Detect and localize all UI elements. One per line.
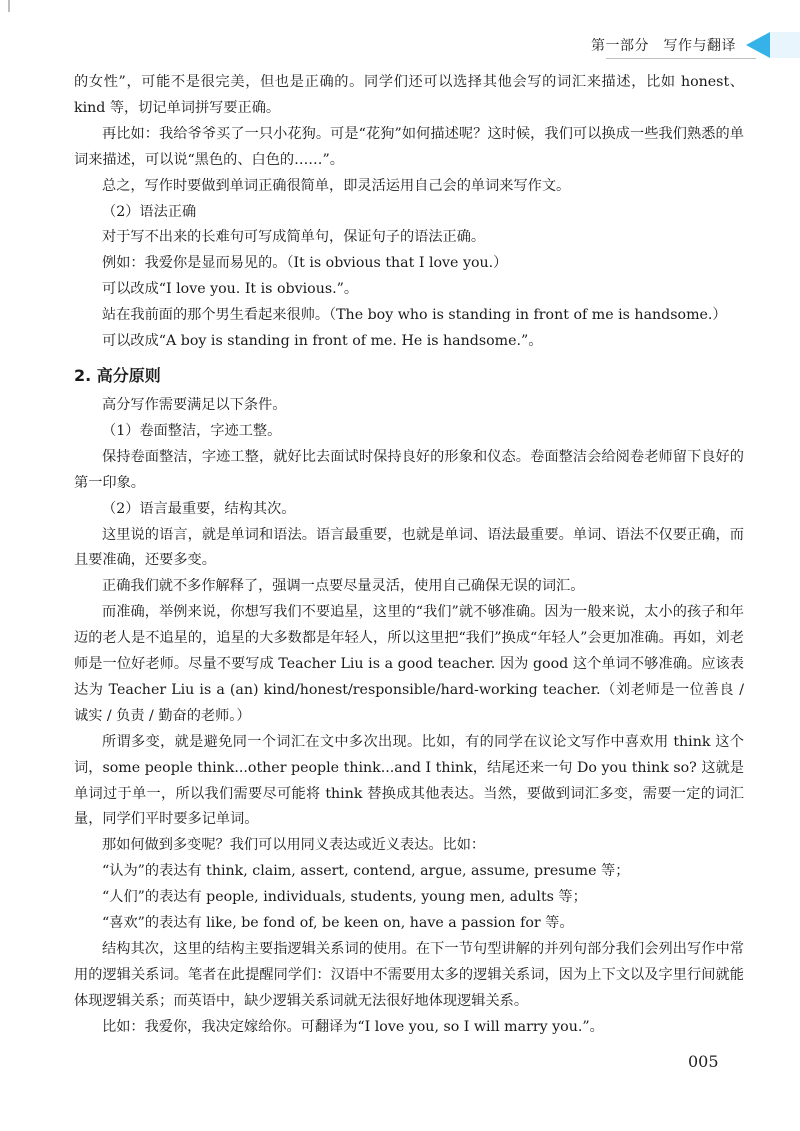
paragraph: 结构其次，这里的结构主要指逻辑关系词的使用。在下一节句型讲解的并列句部分我们会列出写作中常用的逻辑关系词。笔者在此提醒同学们：汉语中不需要用太多的逻辑关系词，因为上下文以及字里行间就能体现逻辑关系；而英语中，缺少逻辑关系词就无法很好地体现逻辑关系。	[74, 941, 744, 1009]
section-title: 第一部分 写作与翻译	[591, 38, 736, 54]
triangle-marker-icon	[746, 32, 770, 58]
crop-mark	[8, 0, 10, 12]
header-rule	[606, 58, 756, 59]
example-line: “认为”的表达有 think, claim, assert, contend, argue, assume, presume 等；	[102, 863, 630, 880]
page-body	[74, 70, 744, 1041]
paragraph: 比如：我爱你，我决定嫁给你。可翻译为“I love you, so I will marry you.”。	[102, 1018, 604, 1035]
example-line: 例如：我爱你是显而易见的。（It is obvious that I love you.）	[102, 255, 508, 272]
subheading: （1）卷面整洁，字迹工整。	[102, 422, 282, 439]
paragraph: 而准确，举例来说，你想写我们不要追星，这里的“我们”就不够准确。因为一般来说，太小的孩子和年迈的老人是不追星的，追星的大多数都是年轻人，所以这里把“我们”换成“年轻人”会更加准确。再如，刘老师是一位好老师。尽量不要写成 Teacher Liu is a good teacher. 因为 good 这个单词不够准确。应该表达为 Teacher Liu is a (an) kind/honest/responsible/hard-working teacher.（刘老师是一位善良 / 诚实 / 负责 / 勤奋的老师。）	[74, 604, 744, 724]
example-line: 站在我前面的那个男生看起来很帅。（The boy who is standing in front of me is handsome.）	[102, 307, 727, 324]
paragraph: 高分写作需要满足以下条件。	[102, 396, 287, 413]
example-line: “喜欢”的表达有 like, be fond of, be keen on, have a passion for 等。	[102, 915, 574, 932]
page-number: 005	[688, 1052, 719, 1071]
paragraph: 所谓多变，就是避免同一个词汇在文中多次出现。比如，有的同学在议论文写作中喜欢用 think 这个词，some people think...other people think...and I think，结尾还来一句 Do you think so? 这就是单词过于单一，所以我们需要尽可能将 think 替换成其他表达。当然，要做到词汇多变，需要一定的词汇量，同学们平时要多记单词。	[74, 733, 744, 828]
subheading: （2）语法正确	[102, 203, 197, 220]
header-tab-decoration	[770, 32, 800, 58]
section-heading: 2. 高分原则	[74, 365, 161, 385]
subheading: （2）语言最重要，结构其次。	[102, 500, 296, 517]
paragraph: 对于写不出来的长难句可写成简单句，保证句子的语法正确。	[102, 229, 486, 246]
running-header	[591, 32, 800, 58]
example-line: “人们”的表达有 people, individuals, students, young men, adults 等；	[102, 889, 587, 906]
paragraph: 总之，写作时要做到单词正确很简单，即灵活运用自己会的单词来写作文。	[102, 177, 571, 194]
example-line: 可以改成“I love you. It is obvious.”。	[102, 281, 359, 298]
paragraph: 这里说的语言，就是单词和语法。语言最重要，也就是单词、语法最重要。单词、语法不仅要正确，而且要准确，还要多变。	[74, 526, 744, 569]
paragraph: 保持卷面整洁，字迹工整，就好比去面试时保持良好的形象和仪态。卷面整洁会给阅卷老师留下良好的第一印象。	[74, 448, 744, 491]
paragraph: 正确我们就不多作解释了，强调一点要尽量灵活，使用自己确保无误的词汇。	[102, 578, 585, 595]
paragraph: 的女性”，可能不是很完美，但也是正确的。同学们还可以选择其他会写的词汇来描述，比如 honest、kind 等，切记单词拼写要正确。	[74, 74, 744, 116]
paragraph: 再比如：我给爷爷买了一只小花狗。可是“花狗”如何描述呢？这时候，我们可以换成一些我们熟悉的单词来描述，可以说“黑色的、白色的……”。	[74, 125, 744, 168]
example-line: 可以改成“A boy is standing in front of me. He is handsome.”。	[102, 333, 543, 350]
paragraph: 那如何做到多变呢？我们可以用同义表达或近义表达。比如：	[102, 837, 486, 854]
